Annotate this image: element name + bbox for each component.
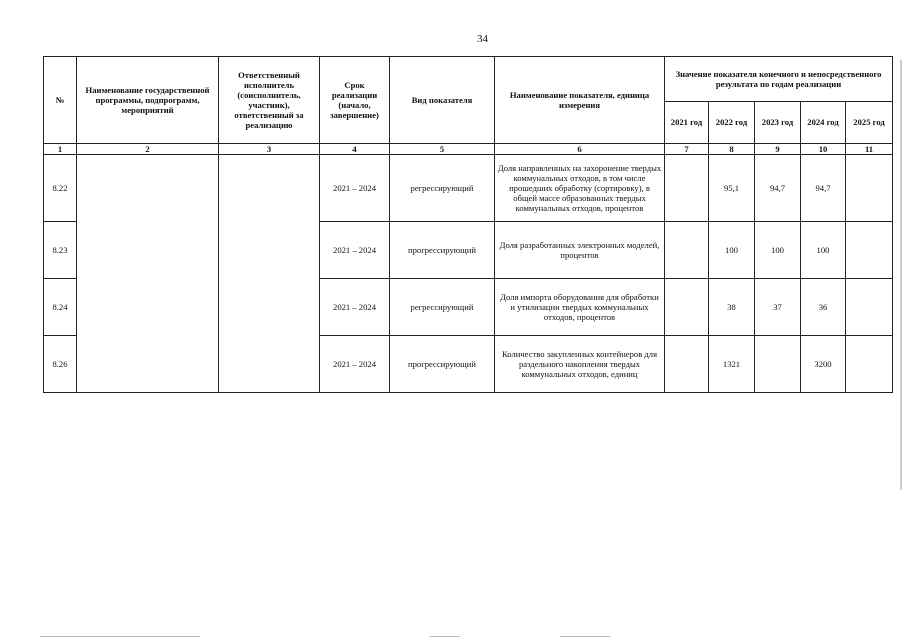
row-value-2022: 100 (709, 222, 755, 279)
scan-artifact (560, 636, 610, 637)
row-value-2021 (665, 222, 709, 279)
scan-artifact (900, 60, 902, 490)
row-value-2023: 37 (755, 279, 801, 336)
row-value-2025 (846, 336, 893, 393)
column-number: 8 (709, 144, 755, 155)
row-value-2024: 3200 (801, 336, 846, 393)
row-value-2023: 100 (755, 222, 801, 279)
row-type: регрессирующий (390, 155, 495, 222)
row-period: 2021 – 2024 (320, 155, 390, 222)
table-row (44, 155, 893, 222)
scan-artifact (40, 636, 200, 637)
header-year-2025: 2025 год (846, 101, 893, 143)
header-indicator-name: Наименование показателя, единица измерения (495, 57, 665, 144)
column-number: 11 (846, 144, 893, 155)
header-program: Наименование государственной программы, подпрограмм, мероприятий (77, 57, 219, 144)
header-period: Срок реализации (начало, завершение) (320, 57, 390, 144)
row-code: 8.26 (44, 336, 77, 393)
row-value-2024: 100 (801, 222, 846, 279)
row-value-2025 (846, 222, 893, 279)
row-type: регрессирующий (390, 279, 495, 336)
row-name: Количество закупленных контейнеров для раздельного накопления твердых коммунальных отходов, единиц (495, 336, 665, 393)
row-value-2025 (846, 155, 893, 222)
row-value-2023: 94,7 (755, 155, 801, 222)
row-period: 2021 – 2024 (320, 279, 390, 336)
row-value-2022: 38 (709, 279, 755, 336)
row-value-2024: 94,7 (801, 155, 846, 222)
column-number: 3 (219, 144, 320, 155)
row-value-2023 (755, 336, 801, 393)
header-year-2022: 2022 год (709, 101, 755, 143)
row-value-2021 (665, 336, 709, 393)
row-name: Доля импорта оборудования для обработки и утилизации твердых коммунальных отходов, процентов (495, 279, 665, 336)
column-number: 5 (390, 144, 495, 155)
row-period: 2021 – 2024 (320, 336, 390, 393)
row-code: 8.24 (44, 279, 77, 336)
row-type: прогрессирующий (390, 336, 495, 393)
header-executor: Ответственный исполнитель (соисполнитель, участник), ответственный за реализацию (219, 57, 320, 144)
column-number: 10 (801, 144, 846, 155)
program-cell-merged (77, 155, 219, 393)
row-value-2024: 36 (801, 279, 846, 336)
column-number: 9 (755, 144, 801, 155)
scan-artifact (430, 636, 460, 637)
row-name: Доля разработанных электронных моделей, процентов (495, 222, 665, 279)
column-number: 2 (77, 144, 219, 155)
column-number: 4 (320, 144, 390, 155)
header-num: № (44, 57, 77, 144)
header-year-2023: 2023 год (755, 101, 801, 143)
row-type: прогрессирующий (390, 222, 495, 279)
header-year-2021: 2021 год (665, 101, 709, 143)
column-number: 6 (495, 144, 665, 155)
row-value-2022: 95,1 (709, 155, 755, 222)
indicators-table (43, 56, 893, 393)
row-period: 2021 – 2024 (320, 222, 390, 279)
row-value-2022: 1321 (709, 336, 755, 393)
column-number: 7 (665, 144, 709, 155)
row-value-2021 (665, 155, 709, 222)
row-name: Доля направленных на захоронение твердых коммунальных отходов, в том числе прошедших обработку (сортировку), в общей массе образованных твердых коммунальных отходов, процентов (495, 155, 665, 222)
column-number-row (44, 144, 893, 155)
row-code: 8.22 (44, 155, 77, 222)
header-year-2024: 2024 год (801, 101, 846, 143)
row-value-2025 (846, 279, 893, 336)
row-code: 8.23 (44, 222, 77, 279)
column-number: 1 (44, 144, 77, 155)
page-number: 34 (477, 33, 488, 45)
header-values-group: Значение показателя конечного и непосредственного результата по годам реализации (665, 57, 893, 102)
executor-cell-merged (219, 155, 320, 393)
header-indicator-type: Вид показателя (390, 57, 495, 144)
row-value-2021 (665, 279, 709, 336)
